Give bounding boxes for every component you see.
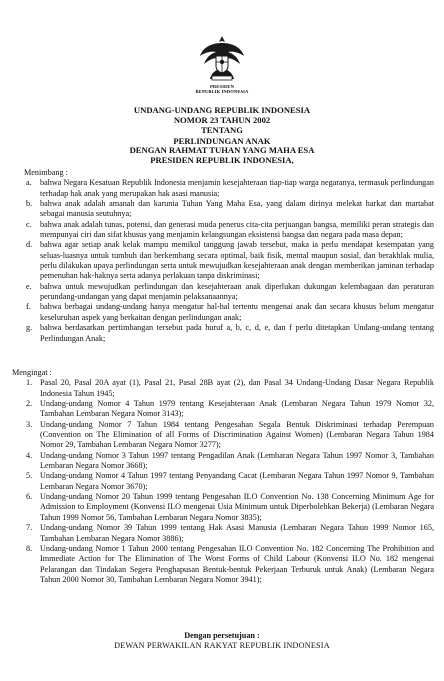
garuda-pancasila-emblem-icon	[198, 34, 246, 82]
item-marker: f.	[26, 302, 31, 312]
recalling-item	[12, 451, 434, 472]
considering-label: Menimbang :	[24, 168, 68, 177]
emblem-caption	[160, 84, 284, 95]
considering-item	[12, 220, 434, 241]
document-title	[0, 105, 444, 146]
item-marker: 4.	[26, 450, 33, 460]
recalling-label: Mengingat :	[12, 368, 52, 377]
item-text: bahwa agar setiap anak kelak mampu memikul tanggung jawab tersebut, maka ia perlu mendapat kesempatan yang seluas-luasnya untuk tumbuh dan berkembang secara optimal, baik fisik, mental maupun sosial, dan berakhlak mulia, perlu dilakukan upaya perlindungan serta untuk mewujudkan kesejahteraan anak dengan memberikan jaminan terhadap pemenuhan hak-haknya serta adanya perlakuan tanpa diskriminasi;	[40, 240, 434, 281]
item-text: Undang-undang Nomor 1 Tahun 2000 tentang Pengesahan ILO Convention No. 182 Concerning The Prohibition and Immediate Action for The Elimination of The Worst Forms of Child Labour (Konvensi ILO No. 182 mengenai Pelarangan dan Tindakan Segera Penghapusan Bentuk-bentuk Pekerjaan Terburuk untuk Anak) (Lembaran Negara Tahun 2000 Nomor 30, Tambahan Lembaran Negara Nomor 3941);	[40, 543, 434, 584]
invocation-line2: PRESIDEN REPUBLIK INDONESIA,	[150, 155, 294, 166]
item-marker: a.	[26, 178, 32, 188]
item-text: bahwa untuk mewujudkan perlindungan dan kesejahteraan anak diperlukan dukungan kelembagaan dan peraturan perundang-undangan yang dapat menjamin pelaksanaannya;	[40, 281, 434, 302]
considering-section	[12, 168, 434, 344]
recalling-item	[12, 544, 434, 585]
invocation-line1: DENGAN RAHMAT TUHAN YANG MAHA ESA	[129, 145, 315, 155]
item-text: Undang-undang Nomor 3 Tahun 1997 tentang Pengadilan Anak (Lembaran Negara Tahun 1997 Nomor 3, Tambahan Lembaran Negara Nomor 3668);	[40, 450, 434, 471]
item-marker: g.	[26, 323, 33, 333]
item-text: bahwa berbagai undang-undang hanya mengatur hal-hal tertentu mengenai anak dan secara khusus belum mengatur keseluruhan aspek yang berkaitan dengan perlindungan anak;	[40, 302, 434, 322]
recalling-item	[12, 420, 434, 451]
item-text: Undang-undang Nomor 20 Tahun 1999 tentang Pengesahan ILO Convention No. 138 Concerning Minimum Age for Admission to Employment (Konvensi ILO mengenai Usia Minimum untuk Diperbolehkan Bekerja) (Lembaran Negara Tahun 1999 Nomor 56, Tambahan Lembaran Negara Nomor 3835);	[40, 492, 434, 522]
recalling-list	[12, 378, 434, 585]
item-marker: 5.	[26, 471, 33, 481]
approval-heading: Dengan persetujuan :	[184, 631, 260, 640]
title-line2: NOMOR 23 TAHUN 2002	[173, 115, 271, 126]
recalling-item	[12, 399, 434, 420]
item-text: bahwa Negara Kesatuan Republik Indonesia menjamin kesejahteraan tiap-tiap warga negaranya, termasuk perlindungan terhadap hak anak yang merupakan hak asasi manusia;	[40, 178, 434, 198]
item-text: Undang-undang Nomor 4 Tahun 1979 tentang Kesejahteraan Anak (Lembaran Negara Tahun 1979 Nomor 32, Tambahan Lembaran Negara Nomor 3143);	[40, 399, 434, 419]
item-marker: 8.	[26, 543, 33, 553]
item-text: bahwa berdasarkan pertimbangan tersebut pada huruf a, b, c, d, e, dan f perlu ditetapkan Undang-undang tentang Perlindungan Anak;	[40, 323, 434, 343]
approval-body: DEWAN PERWAKILAN RAKYAT REPUBLIK INDONESIA	[114, 641, 330, 650]
considering-item	[12, 302, 434, 323]
item-marker: 2.	[26, 399, 33, 409]
considering-item	[12, 240, 434, 281]
item-marker: 6.	[26, 492, 33, 502]
considering-item	[12, 282, 434, 303]
considering-item	[12, 178, 434, 199]
item-text: Pasal 20, Pasal 20A ayat (1), Pasal 21, Pasal 28B ayat (2), dan Pasal 34 Undang-Undang Dasar Negara Republik Indonesia Tahun 1945;	[40, 378, 434, 398]
item-text: Undang-undang Nomor 7 Tahun 1984 tentang Pengesahan Segala Bentuk Diskriminasi terhadap Perempuan (Convention on The Elimination of all Forms of Discrimination Against Women) (Lembaran Negara Tahun 1984 Nomor 29, Tambahan Lembaran Negara Nomor 3277);	[40, 419, 434, 450]
considering-list	[12, 178, 434, 344]
item-marker: 1.	[26, 378, 33, 388]
item-marker: b.	[26, 199, 33, 209]
considering-item	[12, 323, 434, 344]
considering-item	[12, 199, 434, 220]
title-line3: TENTANG	[201, 125, 243, 136]
item-text: Undang-undang Nomor 39 Tahun 1999 tentang Hak Asasi Manusia (Lembaran Negara Tahun 1999 Nomor 165, Tambahan Lembaran Negara Nomor 3886);	[40, 523, 434, 543]
title-line1: UNDANG-UNDANG REPUBLIK INDONESIA	[133, 105, 311, 115]
item-marker: 3.	[26, 419, 33, 429]
recalling-item	[12, 378, 434, 399]
recalling-item	[12, 471, 434, 492]
item-marker: e.	[26, 281, 32, 291]
recalling-item	[12, 523, 434, 544]
recalling-section	[12, 368, 434, 585]
item-marker: 7.	[26, 523, 33, 533]
item-text: Undang-undang Nomor 4 Tahun 1997 tentang Penyandang Cacat (Lembaran Negara Tahun 1997 Nomor 9, Tambahan Lembaran Negara Nomor 3670);	[40, 471, 434, 491]
item-text: bahwa anak adalah amanah dan karunia Tuhan Yang Maha Esa, yang dalam dirinya melekat harkat dan martabat sebagai manusia seutuhnya;	[40, 199, 434, 219]
invocation	[0, 145, 444, 165]
item-text: bahwa anak adalah tunas, potensi, dan generasi muda penerus cita-cita perjuangan bangsa, memiliki peran strategis dan mempunyai ciri dan sifat khusus yang menjamin kelangsungan eksistensi bangsa dan negara pada masa depan;	[40, 219, 434, 240]
title-line4: PERLINDUNGAN ANAK	[173, 135, 271, 146]
item-marker: d.	[26, 240, 33, 250]
emblem-caption-line1: PRESIDEN	[209, 84, 235, 89]
recalling-item	[12, 492, 434, 523]
emblem-caption-line2: REPUBLIK INDONESIA	[195, 89, 249, 95]
item-marker: c.	[26, 219, 32, 229]
